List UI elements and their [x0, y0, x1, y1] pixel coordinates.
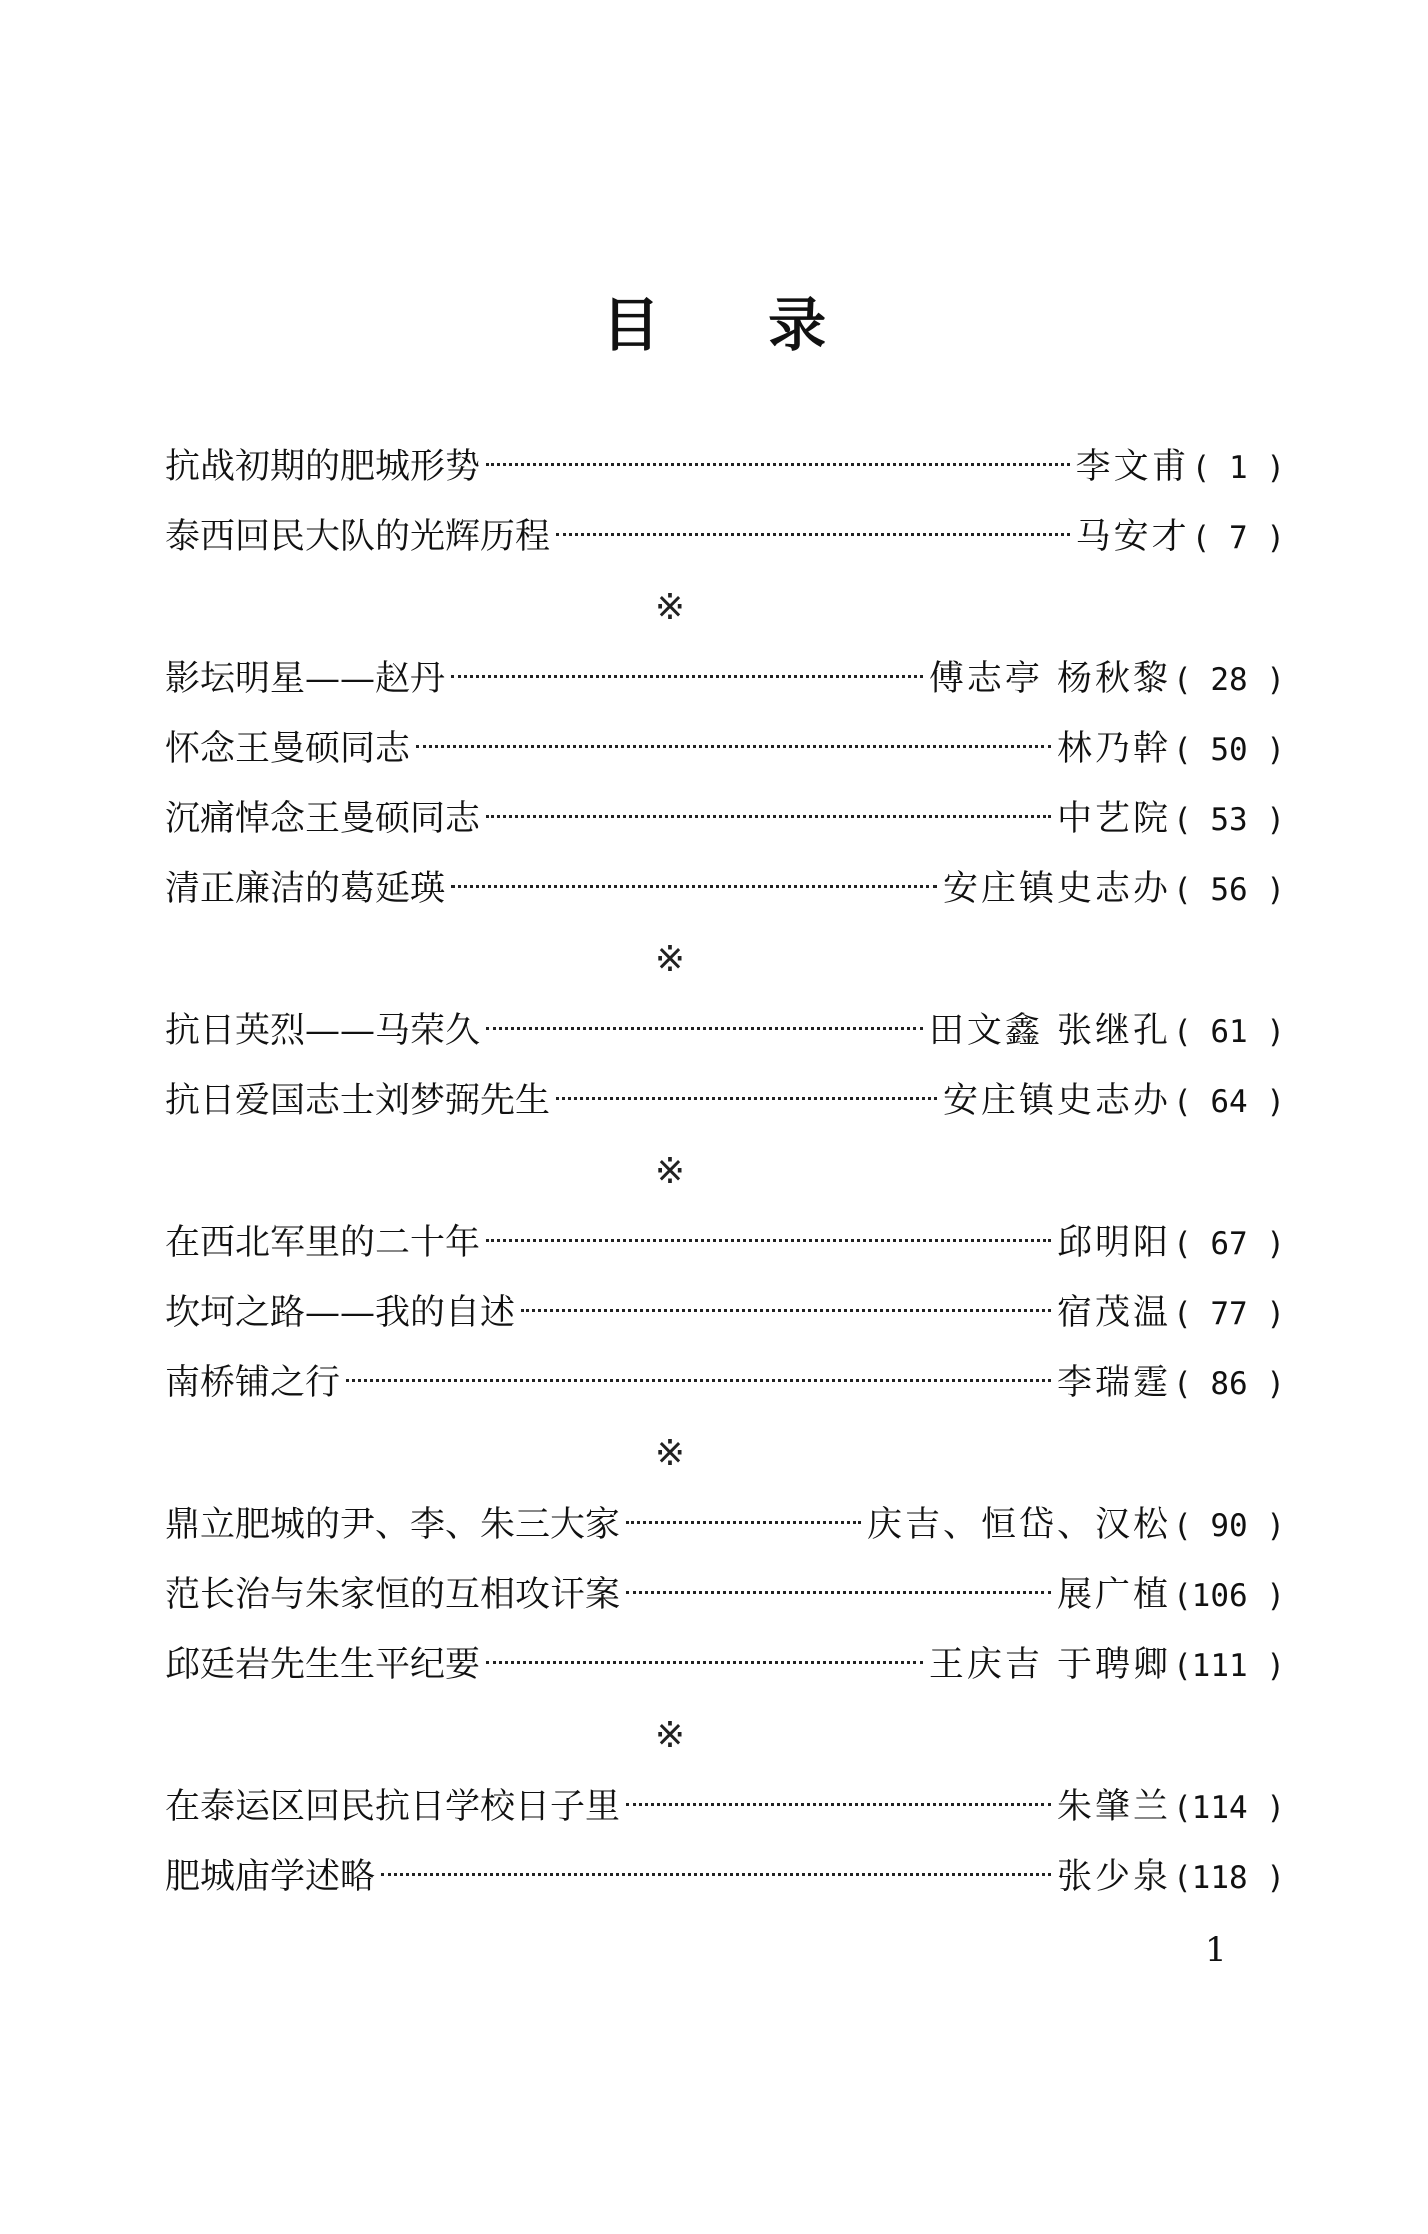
- dot-leader: [626, 1591, 1051, 1594]
- entry-author: 林乃幹: [1057, 729, 1172, 769]
- entry-title: 影坛明星——赵丹: [165, 659, 446, 699]
- dot-leader: [486, 463, 1070, 466]
- dot-leader: [451, 885, 937, 888]
- entry-page: ( 7 ): [1191, 520, 1285, 556]
- entry-page: ( 64 ): [1173, 1084, 1285, 1120]
- dot-leader: [626, 1803, 1051, 1806]
- section-separator: ※: [654, 587, 686, 628]
- entry-author: 张少泉: [1057, 1857, 1172, 1897]
- entry-title: 抗战初期的肥城形势: [165, 447, 481, 487]
- toc-entry[interactable]: [165, 1278, 1285, 1348]
- entry-page: ( 50 ): [1173, 732, 1285, 768]
- entry-author: 安庄镇史志办: [943, 869, 1172, 909]
- entry-title: 泰西回民大队的光辉历程: [165, 517, 551, 557]
- dot-leader: [556, 1097, 937, 1100]
- entry-author: 李瑞霆: [1057, 1363, 1172, 1403]
- dot-leader: [521, 1309, 1051, 1312]
- toc-entry[interactable]: [165, 1842, 1285, 1912]
- dot-leader: [626, 1521, 861, 1524]
- page-number: 1: [1205, 1930, 1227, 1970]
- entry-author: 李文甫: [1075, 447, 1190, 487]
- entry-title: 范长治与朱家恒的互相攻讦案: [165, 1575, 621, 1615]
- section-separator: ※: [654, 939, 686, 980]
- entry-page: ( 77 ): [1173, 1296, 1285, 1332]
- entry-author: 傅志亭 杨秋黎: [928, 659, 1172, 699]
- entry-title: 肥城庙学述略: [165, 1857, 376, 1897]
- entry-author: 安庄镇史志办: [943, 1081, 1172, 1121]
- entry-page: (106 ): [1173, 1578, 1285, 1614]
- toc-entry[interactable]: [165, 854, 1285, 924]
- toc-entry[interactable]: [165, 1208, 1285, 1278]
- dot-leader: [486, 1239, 1051, 1242]
- entry-title: 邱廷岩先生生平纪要: [165, 1645, 481, 1685]
- entry-author: 田文鑫 张继孔: [928, 1011, 1172, 1051]
- toc-entry[interactable]: [165, 714, 1285, 784]
- entry-title: 沉痛悼念王曼硕同志: [165, 799, 481, 839]
- entry-page: (118 ): [1173, 1860, 1285, 1896]
- dot-leader: [346, 1379, 1051, 1382]
- entry-page: ( 61 ): [1173, 1014, 1285, 1050]
- dot-leader: [486, 1027, 923, 1030]
- entry-title: 清正廉洁的葛延瑛: [165, 869, 446, 909]
- entry-page: ( 56 ): [1173, 872, 1285, 908]
- toc-entry[interactable]: [165, 1066, 1285, 1136]
- entry-author: 庆吉、恒岱、汉松: [867, 1505, 1172, 1545]
- entry-author: 邱明阳: [1057, 1223, 1172, 1263]
- entry-page: ( 53 ): [1173, 802, 1285, 838]
- entry-title: 在西北军里的二十年: [165, 1223, 481, 1263]
- entry-page: ( 90 ): [1173, 1508, 1285, 1544]
- entry-page: (114 ): [1173, 1790, 1285, 1826]
- entry-author: 中艺院: [1057, 799, 1172, 839]
- entry-title: 怀念王曼硕同志: [165, 729, 411, 769]
- entry-author: 宿茂温: [1057, 1293, 1172, 1333]
- page-title: 目 录: [601, 291, 871, 359]
- toc-entry[interactable]: [165, 1490, 1285, 1560]
- section-separator: ※: [654, 1715, 686, 1756]
- entry-author: 王庆吉 于聘卿: [928, 1645, 1172, 1685]
- toc-entry[interactable]: [165, 1348, 1285, 1418]
- dot-leader: [556, 533, 1070, 536]
- entry-title: 抗日英烈——马荣久: [165, 1011, 481, 1051]
- toc-entry[interactable]: [165, 996, 1285, 1066]
- entry-title: 抗日爱国志士刘梦弼先生: [165, 1081, 551, 1121]
- entry-title: 坎坷之路——我的自述: [165, 1293, 516, 1333]
- entry-page: ( 28 ): [1173, 662, 1285, 698]
- toc-entry[interactable]: [165, 502, 1285, 572]
- toc-entry[interactable]: [165, 644, 1285, 714]
- entry-title: 在泰运区回民抗日学校日子里: [165, 1787, 621, 1827]
- toc-entry[interactable]: [165, 432, 1285, 502]
- entry-author: 马安才: [1075, 517, 1190, 557]
- entry-title: 南桥铺之行: [165, 1363, 341, 1403]
- dot-leader: [451, 675, 923, 678]
- table-of-contents: [165, 432, 1285, 1912]
- toc-entry[interactable]: [165, 784, 1285, 854]
- toc-entry[interactable]: [165, 1560, 1285, 1630]
- section-separator: ※: [654, 1151, 686, 1192]
- entry-author: 展广植: [1057, 1575, 1172, 1615]
- dot-leader: [486, 1661, 923, 1664]
- entry-page: ( 1 ): [1191, 450, 1285, 486]
- entry-page: ( 86 ): [1173, 1366, 1285, 1402]
- dot-leader: [381, 1873, 1051, 1876]
- dot-leader: [486, 815, 1051, 818]
- entry-title: 鼎立肥城的尹、李、朱三大家: [165, 1505, 621, 1545]
- toc-entry[interactable]: [165, 1630, 1285, 1700]
- entry-page: (111 ): [1173, 1648, 1285, 1684]
- entry-author: 朱肇兰: [1057, 1787, 1172, 1827]
- dot-leader: [416, 745, 1051, 748]
- section-separator: ※: [654, 1433, 686, 1474]
- toc-entry[interactable]: [165, 1772, 1285, 1842]
- entry-page: ( 67 ): [1173, 1226, 1285, 1262]
